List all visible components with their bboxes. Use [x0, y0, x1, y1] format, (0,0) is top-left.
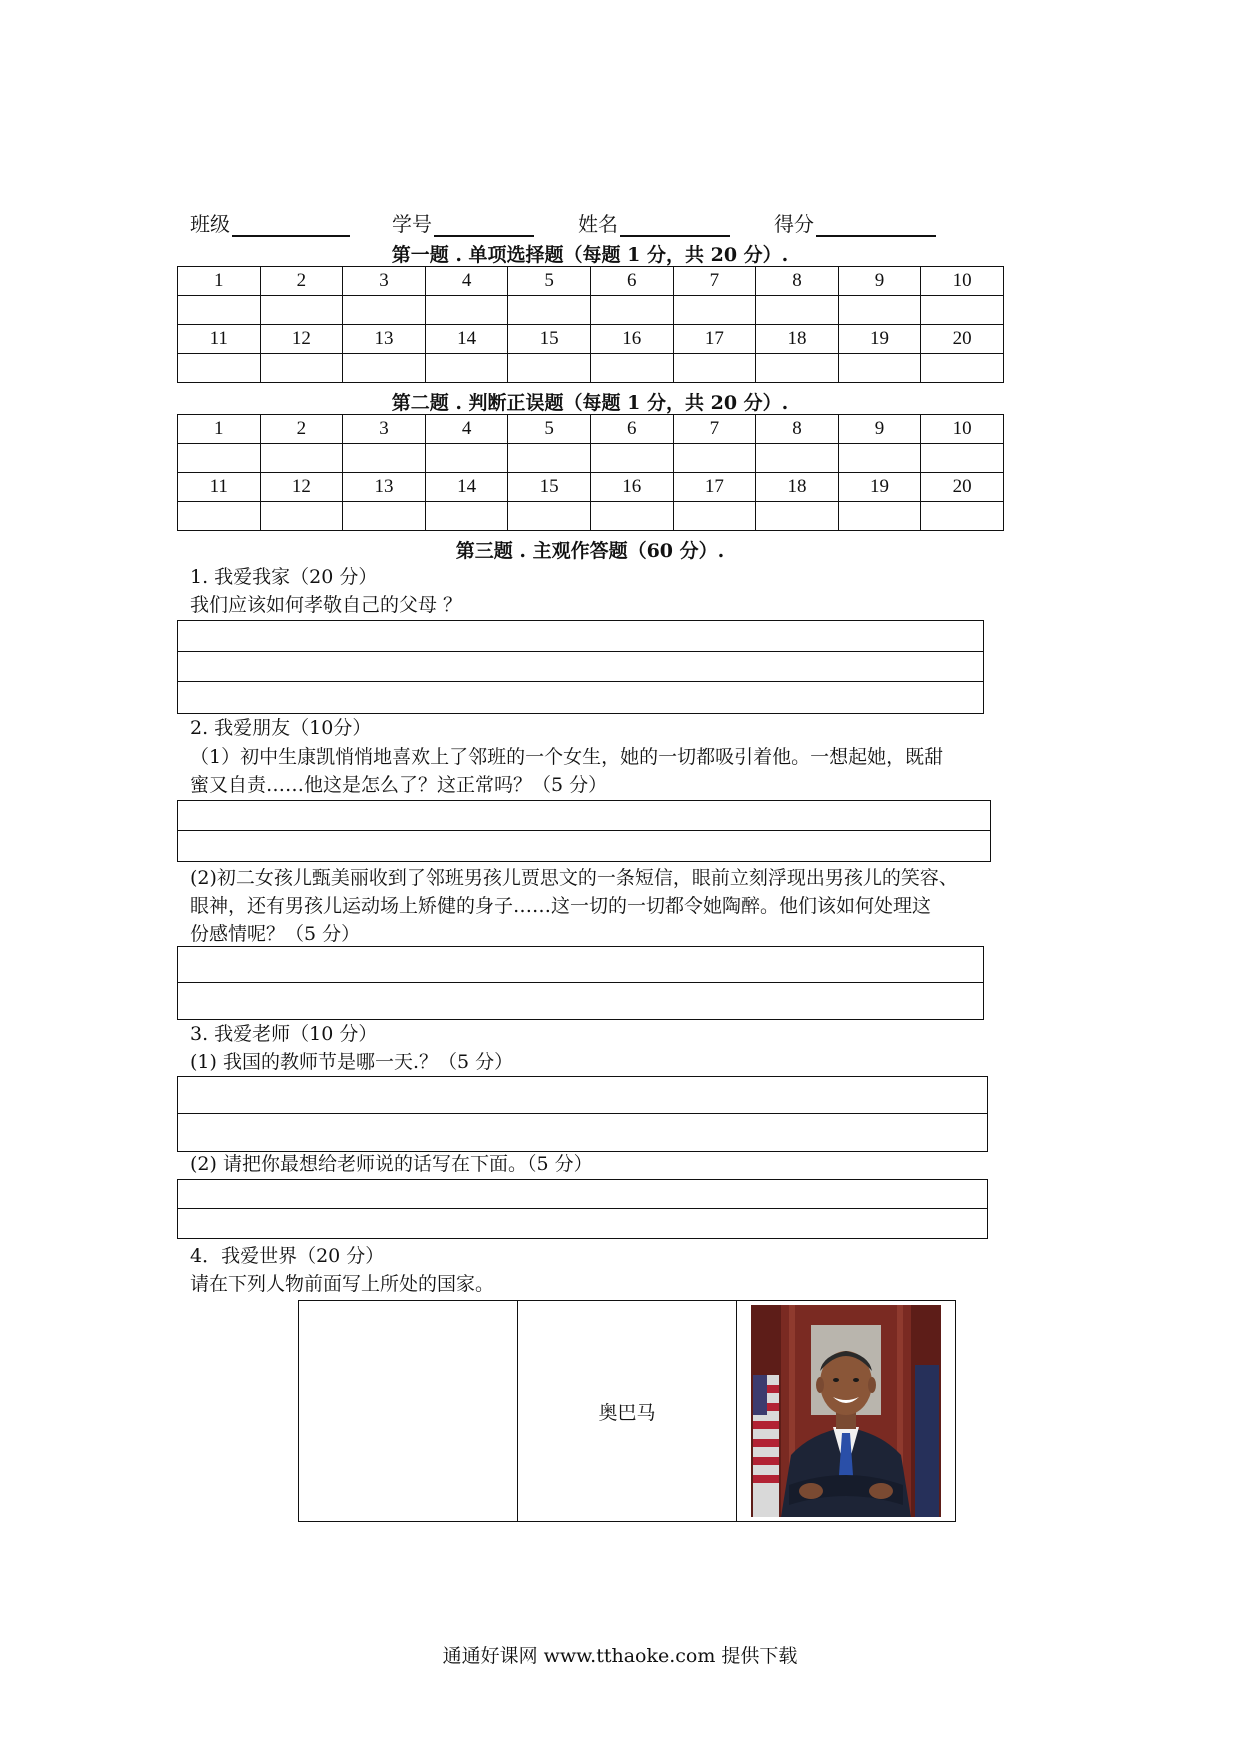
section2-question-number: 19 — [838, 473, 921, 502]
section1-question-number: 11 — [178, 325, 261, 354]
section1-question-number: 14 — [425, 325, 508, 354]
q3-part2-answer-box[interactable] — [177, 1179, 988, 1239]
section2-question-number: 10 — [921, 415, 1004, 444]
section1-question-number: 2 — [260, 267, 343, 296]
student-id-label: 学号 — [392, 212, 432, 236]
section2-question-number: 7 — [673, 415, 756, 444]
section2-question-number: 15 — [508, 473, 591, 502]
section1-question-number: 3 — [343, 267, 426, 296]
class-blank[interactable] — [232, 217, 350, 237]
section1-answer-cell[interactable] — [260, 354, 343, 383]
section2-question-number: 11 — [178, 473, 261, 502]
name-blank[interactable] — [620, 217, 730, 237]
section2-question-number: 4 — [425, 415, 508, 444]
section2-question-number: 13 — [343, 473, 426, 502]
q4-people-table — [298, 1300, 956, 1522]
section2-question-number: 20 — [921, 473, 1004, 502]
section2-question-number: 3 — [343, 415, 426, 444]
q2-part2-line1: (2)初二女孩儿甄美丽收到了邻班男孩儿贾思文的一条短信，眼前立刻浮现出男孩儿的笑容、 — [190, 867, 958, 889]
section1-answer-cell[interactable] — [260, 296, 343, 325]
section1-answer-cell[interactable] — [673, 354, 756, 383]
section2-question-number: 9 — [838, 415, 921, 444]
section1-question-number: 12 — [260, 325, 343, 354]
q4-heading: 4．我爱世界（20 分） — [190, 1245, 385, 1267]
section2-answer-cell[interactable] — [590, 502, 673, 531]
section1-answer-cell[interactable] — [590, 354, 673, 383]
section1-answer-cell[interactable] — [343, 354, 426, 383]
q2-part2-answer-box[interactable] — [177, 946, 984, 1020]
section2-question-number: 1 — [178, 415, 261, 444]
q2-part1-line1: （1）初中生康凯悄悄地喜欢上了邻班的一个女生，她的一切都吸引着他。一想起她，既甜 — [190, 746, 944, 768]
q3-part1: (1) 我国的教师节是哪一天.？（5 分） — [190, 1051, 514, 1073]
section1-question-number: 8 — [756, 267, 839, 296]
section1-question-number: 18 — [756, 325, 839, 354]
section1-question-number: 20 — [921, 325, 1004, 354]
section1-question-number: 15 — [508, 325, 591, 354]
q4-person-photo-cell — [737, 1301, 956, 1522]
q3-heading: 3. 我爱老师（10 分） — [190, 1023, 378, 1045]
student-id-blank[interactable] — [434, 217, 534, 237]
q4-country-answer-cell[interactable] — [299, 1301, 518, 1522]
section2-answer-cell[interactable] — [838, 502, 921, 531]
section1-answer-cell[interactable] — [508, 296, 591, 325]
q1-heading: 1. 我爱我家（20 分） — [190, 566, 378, 588]
section1-answer-cell[interactable] — [756, 354, 839, 383]
section2-answer-cell[interactable] — [343, 502, 426, 531]
q4-person-name: 奥巴马 — [518, 1301, 737, 1522]
portrait-photo — [751, 1305, 941, 1517]
section1-title: 第一题 . 单项选择题（每题 1 分，共 20 分）. — [391, 244, 789, 266]
section1-answer-grid — [177, 266, 1004, 383]
section2-question-number: 14 — [425, 473, 508, 502]
section2-answer-cell[interactable] — [756, 502, 839, 531]
section1-question-number: 10 — [921, 267, 1004, 296]
q1-answer-box[interactable] — [177, 620, 984, 714]
q2-heading: 2. 我爱朋友（10分） — [190, 717, 372, 739]
section2-answer-cell[interactable] — [343, 444, 426, 473]
q4-prompt: 请在下列人物前面写上所处的国家。 — [190, 1273, 495, 1295]
section2-answer-cell[interactable] — [508, 444, 591, 473]
q1-prompt: 我们应该如何孝敬自己的父母 ？ — [190, 594, 463, 616]
section2-question-number: 8 — [756, 415, 839, 444]
section2-answer-cell[interactable] — [425, 502, 508, 531]
score-blank[interactable] — [816, 217, 936, 237]
section1-answer-cell[interactable] — [756, 296, 839, 325]
section2-title: 第二题 . 判断正误题（每题 1 分，共 20 分）. — [391, 392, 789, 414]
footer-source: 通通好课网 www.tthaoke.com 提供下载 — [442, 1645, 798, 1667]
q2-part2-line2: 眼神，还有男孩儿运动场上矫健的身子……这一切的一切都令她陶醉。他们该如何处理这 — [190, 895, 932, 917]
section1-question-number: 13 — [343, 325, 426, 354]
section1-answer-cell[interactable] — [508, 354, 591, 383]
section2-answer-cell[interactable] — [260, 444, 343, 473]
section1-question-number: 16 — [590, 325, 673, 354]
section2-answer-cell[interactable] — [590, 444, 673, 473]
section1-question-number: 17 — [673, 325, 756, 354]
section2-question-number: 18 — [756, 473, 839, 502]
section2-question-number: 16 — [590, 473, 673, 502]
student-info-line — [190, 208, 936, 237]
section1-answer-cell[interactable] — [343, 296, 426, 325]
name-label: 姓名 — [578, 212, 618, 236]
q3-part2: (2) 请把你最想给老师说的话写在下面。（5 分） — [190, 1153, 593, 1175]
section2-question-number: 12 — [260, 473, 343, 502]
section2-answer-cell[interactable] — [178, 444, 261, 473]
section3-title: 第三题 . 主观作答题（60 分）. — [455, 540, 725, 562]
section1-question-number: 19 — [838, 325, 921, 354]
section2-question-number: 5 — [508, 415, 591, 444]
section1-answer-cell[interactable] — [425, 354, 508, 383]
section2-answer-cell[interactable] — [756, 444, 839, 473]
score-label: 得分 — [774, 212, 814, 236]
section1-answer-cell[interactable] — [590, 296, 673, 325]
q2-part1-line2: 蜜又自责……他这是怎么了？这正常吗？（5 分） — [190, 774, 608, 796]
section2-question-number: 17 — [673, 473, 756, 502]
section1-answer-cell[interactable] — [838, 296, 921, 325]
section2-answer-cell[interactable] — [508, 502, 591, 531]
section1-question-number: 6 — [590, 267, 673, 296]
section1-question-number: 5 — [508, 267, 591, 296]
section2-answer-cell[interactable] — [921, 444, 1004, 473]
section1-question-number: 7 — [673, 267, 756, 296]
q3-part1-answer-box[interactable] — [177, 1076, 988, 1152]
section1-question-number: 9 — [838, 267, 921, 296]
q2-part1-answer-box[interactable] — [177, 800, 991, 862]
section2-answer-cell[interactable] — [260, 502, 343, 531]
section2-answer-cell[interactable] — [921, 502, 1004, 531]
section2-answer-cell[interactable] — [178, 502, 261, 531]
section1-answer-cell[interactable] — [921, 354, 1004, 383]
section2-answer-cell[interactable] — [838, 444, 921, 473]
section2-question-number: 2 — [260, 415, 343, 444]
section1-question-number: 4 — [425, 267, 508, 296]
section2-answer-grid — [177, 414, 1004, 531]
section1-answer-cell[interactable] — [178, 296, 261, 325]
section2-answer-cell[interactable] — [425, 444, 508, 473]
section1-answer-cell[interactable] — [425, 296, 508, 325]
section2-answer-cell[interactable] — [673, 444, 756, 473]
section2-question-number: 6 — [590, 415, 673, 444]
section1-question-number: 1 — [178, 267, 261, 296]
class-label: 班级 — [190, 212, 230, 236]
section1-answer-cell[interactable] — [921, 296, 1004, 325]
q2-part2-line3: 份感情呢？（5 分） — [190, 923, 361, 945]
section2-answer-cell[interactable] — [673, 502, 756, 531]
section1-answer-cell[interactable] — [178, 354, 261, 383]
section1-answer-cell[interactable] — [673, 296, 756, 325]
section1-answer-cell[interactable] — [838, 354, 921, 383]
